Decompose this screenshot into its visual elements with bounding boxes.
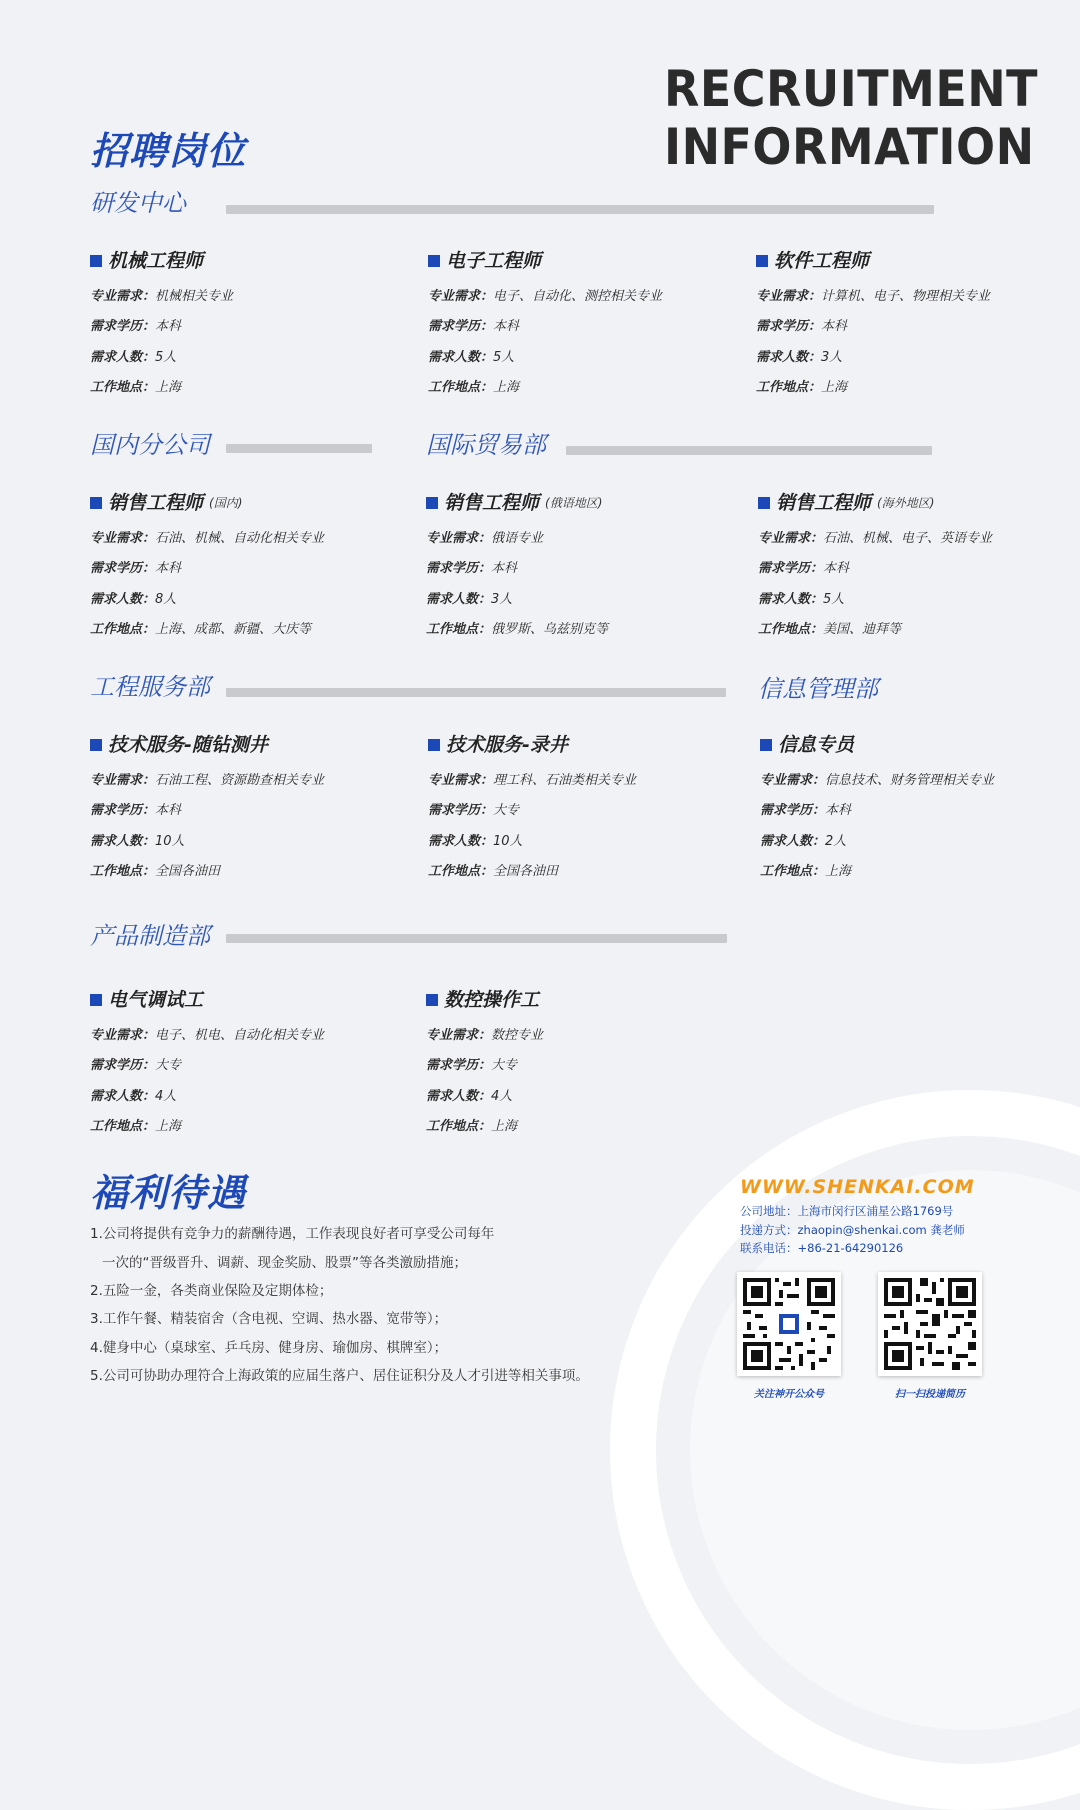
job-info-specialist [760, 730, 1080, 887]
value-major: 机械相关专业 [155, 289, 234, 304]
label-major: 专业需求： [758, 531, 824, 546]
bullet-square-icon [426, 994, 438, 1006]
value-place: 上海 [491, 1118, 518, 1134]
job-mechanical-engineer [90, 246, 410, 403]
value-edu: 大专 [491, 1058, 518, 1074]
value-count: 4人 [155, 1088, 177, 1104]
value-place: 美国、迪拜等 [823, 621, 902, 637]
benefit-item: 一次的“晋级晋升、调薪、现金奖励、股票”等各类激励措施； [102, 1255, 467, 1271]
label-edu: 需求学历： [758, 561, 824, 577]
job-title: 软件工程师 [774, 250, 870, 272]
job-sales-engineer-russian [426, 488, 746, 645]
benefit-item: 4.健身中心（桌球室、乒乓房、健身房、瑜伽房、棋牌室）； [90, 1340, 448, 1356]
value-count: 3人 [491, 591, 513, 607]
label-place: 工作地点： [758, 621, 824, 637]
value-edu: 本科 [823, 561, 850, 577]
page-title: 招聘岗位 [90, 129, 247, 173]
value-edu: 本科 [821, 319, 848, 335]
value-place: 上海、成都、新疆、大庆等 [155, 621, 312, 637]
label-major: 专业需求： [90, 289, 156, 304]
label-major: 专业需求： [90, 773, 156, 788]
label-place: 工作地点： [90, 379, 156, 395]
benefit-item: 1.公司将提供有竞争力的薪酬待遇，工作表现良好者可享受公司每年 [90, 1226, 495, 1242]
value-place: 上海 [821, 379, 848, 395]
bullet-square-icon [756, 255, 768, 267]
job-title: 销售工程师 [444, 492, 540, 514]
qr-code-icon [884, 1278, 976, 1370]
job-title: 销售工程师 [776, 492, 872, 514]
benefit-item: 5.公司可协助办理符合上海政策的应届生落户、居住证积分及人才引进等相关事项。 [90, 1368, 589, 1384]
label-count: 需求人数： [760, 833, 826, 849]
label-place: 工作地点： [426, 621, 492, 637]
value-count: 5人 [155, 349, 177, 365]
job-title: 电子工程师 [446, 250, 542, 272]
job-title: 技术服务-录井 [446, 734, 568, 756]
label-edu: 需求学历： [760, 803, 826, 819]
value-place: 上海 [155, 1118, 182, 1134]
label-edu: 需求学历： [90, 803, 156, 819]
value-place: 上海 [155, 379, 182, 395]
value-edu: 本科 [493, 319, 520, 335]
value-edu: 本科 [155, 561, 182, 577]
value-edu: 大专 [493, 803, 520, 819]
label-count: 需求人数： [90, 591, 156, 607]
value-edu: 本科 [491, 561, 518, 577]
label-edu: 需求学历： [90, 561, 156, 577]
label-place: 工作地点： [428, 379, 494, 395]
job-region: (海外地区) [877, 496, 935, 510]
job-sales-engineer-domestic [90, 488, 410, 645]
label-edu: 需求学历： [428, 319, 494, 335]
value-place: 全国各油田 [493, 863, 559, 879]
value-place: 上海 [825, 863, 852, 879]
bullet-square-icon [428, 255, 440, 267]
section-engineering-service: 工程服务部 [90, 673, 210, 701]
label-edu: 需求学历： [90, 319, 156, 335]
job-electronic-engineer [428, 246, 748, 403]
qr-caption-wechat: 关注神开公众号 [754, 1389, 824, 1400]
label-edu: 需求学历： [426, 561, 492, 577]
label-count: 需求人数： [90, 1088, 156, 1104]
label-edu: 需求学历： [426, 1058, 492, 1074]
company-address: 公司地址：上海市闵行区浦星公路1769号 [740, 1204, 954, 1218]
label-major: 专业需求： [756, 289, 822, 304]
value-major: 石油、机械、自动化相关专业 [155, 531, 325, 546]
value-edu: 大专 [155, 1058, 182, 1074]
job-sales-engineer-overseas [758, 488, 1078, 645]
job-title: 机械工程师 [108, 250, 204, 272]
value-count: 4人 [491, 1088, 513, 1104]
section-domestic-branch: 国内分公司 [90, 431, 210, 459]
value-edu: 本科 [155, 803, 182, 819]
label-major: 专业需求： [428, 773, 494, 788]
label-edu: 需求学历： [428, 803, 494, 819]
job-region: (俄语地区) [545, 496, 603, 510]
value-major: 电子、机电、自动化相关专业 [155, 1028, 325, 1043]
bullet-square-icon [90, 739, 102, 751]
benefit-item: 3.工作午餐、精装宿舍（含电视、空调、热水器、宽带等）； [90, 1311, 448, 1327]
label-major: 专业需求： [90, 1028, 156, 1043]
label-major: 专业需求： [428, 289, 494, 304]
value-count: 8人 [155, 591, 177, 607]
value-major: 石油、机械、电子、英语专业 [823, 531, 993, 546]
label-count: 需求人数： [90, 833, 156, 849]
wechat-qr-code[interactable] [737, 1272, 841, 1376]
company-website-link[interactable]: WWW.SHENKAI.COM [740, 1176, 975, 1198]
label-count: 需求人数： [90, 349, 156, 365]
bullet-square-icon [90, 497, 102, 509]
label-count: 需求人数： [428, 833, 494, 849]
qr-code-icon [743, 1278, 835, 1370]
value-count: 10人 [493, 833, 523, 849]
value-major: 石油工程、资源勘查相关专业 [155, 773, 325, 788]
label-major: 专业需求： [426, 531, 492, 546]
value-count: 2人 [825, 833, 847, 849]
value-major: 数控专业 [491, 1028, 544, 1043]
value-major: 理工科、石油类相关专业 [493, 773, 637, 788]
qr-caption-resume: 扫一扫投递简历 [895, 1389, 965, 1400]
value-count: 10人 [155, 833, 185, 849]
value-count: 5人 [493, 349, 515, 365]
job-electrical-debug [90, 985, 410, 1142]
bullet-square-icon [758, 497, 770, 509]
job-title: 销售工程师 [108, 492, 204, 514]
section-divider [226, 205, 934, 214]
application-email[interactable]: 投递方式：zhaopin@shenkai.com 龚老师 [740, 1223, 965, 1237]
value-count: 3人 [821, 349, 843, 365]
label-place: 工作地点： [90, 621, 156, 637]
resume-qr-code[interactable] [878, 1272, 982, 1376]
value-place: 俄罗斯、乌兹别克等 [491, 621, 609, 637]
section-rd-center: 研发中心 [90, 189, 186, 217]
bullet-square-icon [426, 497, 438, 509]
english-title: RECRUITMENT INFORMATION [664, 60, 1039, 176]
section-divider [226, 688, 726, 697]
job-title: 数控操作工 [444, 989, 540, 1011]
job-title: 电气调试工 [108, 989, 204, 1011]
section-info-management: 信息管理部 [758, 675, 878, 703]
label-count: 需求人数： [758, 591, 824, 607]
value-major: 信息技术、财务管理相关专业 [825, 773, 995, 788]
job-title: 技术服务-随钻测井 [108, 734, 268, 756]
value-count: 5人 [823, 591, 845, 607]
label-count: 需求人数： [426, 591, 492, 607]
label-edu: 需求学历： [756, 319, 822, 335]
value-major: 俄语专业 [491, 531, 544, 546]
benefits-title: 福利待遇 [90, 1171, 247, 1215]
bullet-square-icon [90, 994, 102, 1006]
bullet-square-icon [428, 739, 440, 751]
job-region: (国内) [209, 496, 243, 510]
job-tech-service-mwd [90, 730, 410, 887]
benefit-item: 2.五险一金，各类商业保险及定期体检； [90, 1283, 333, 1299]
job-software-engineer [756, 246, 1076, 403]
label-place: 工作地点： [90, 863, 156, 879]
job-tech-service-logging [428, 730, 748, 887]
label-major: 专业需求： [90, 531, 156, 546]
value-place: 全国各油田 [155, 863, 221, 879]
section-divider [566, 446, 932, 455]
job-title: 信息专员 [778, 734, 855, 756]
section-intl-trade: 国际贸易部 [426, 431, 546, 459]
value-edu: 本科 [825, 803, 852, 819]
bullet-square-icon [90, 255, 102, 267]
label-place: 工作地点： [428, 863, 494, 879]
bullet-square-icon [760, 739, 772, 751]
label-count: 需求人数： [756, 349, 822, 365]
label-major: 专业需求： [426, 1028, 492, 1043]
label-count: 需求人数： [428, 349, 494, 365]
section-divider [226, 934, 727, 943]
label-place: 工作地点： [90, 1118, 156, 1134]
value-edu: 本科 [155, 319, 182, 335]
value-major: 电子、自动化、测控相关专业 [493, 289, 663, 304]
label-place: 工作地点： [426, 1118, 492, 1134]
section-divider [226, 444, 372, 453]
label-place: 工作地点： [756, 379, 822, 395]
label-place: 工作地点： [760, 863, 826, 879]
label-count: 需求人数： [426, 1088, 492, 1104]
label-major: 专业需求： [760, 773, 826, 788]
value-place: 上海 [493, 379, 520, 395]
label-edu: 需求学历： [90, 1058, 156, 1074]
job-cnc-operator [426, 985, 746, 1142]
contact-phone: 联系电话：+86-21-64290126 [740, 1241, 904, 1255]
value-major: 计算机、电子、物理相关专业 [821, 289, 991, 304]
section-manufacturing: 产品制造部 [90, 922, 210, 950]
